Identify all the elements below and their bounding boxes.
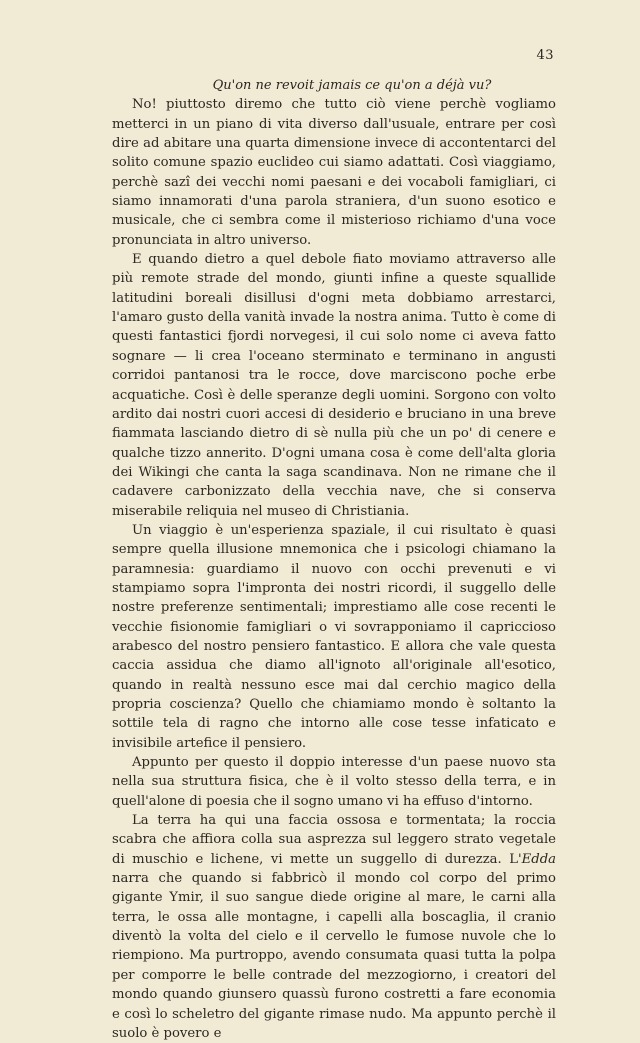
edda-text-end: narra che quando si fabbricò il mondo col corpo del primo gigante Ymir, il suo sangue diede origine al mare, le carni alla terra, le ossa alle montagne, i capelli alla boscaglia, il cranio diventò la volta del cielo e il cervello le fumose nuvole che lo riempiono. Ma purtroppo, avendo consumata quasi tutta la polpa per comporre le belle contrade del mezzogiorno, i creatori del mondo quando giunsero quassù furono costretti a fare economia e così lo scheletro del gigante rimase nudo. Ma appunto perchè il suolo è povero e bbox=[112, 871, 556, 1041]
section-heading: Qu'on ne revoit jamais ce qu'on a déjà vu? bbox=[212, 78, 492, 93]
page-body bbox=[112, 76, 556, 1043]
paragraph: Appunto per questo il doppio interesse d'un paese nuovo sta nella sua struttura fisica, che è il volto stesso della terra, e in quell'alone di poesia che il sogno umano vi ha effuso d'intorno. bbox=[112, 755, 556, 809]
page-number: 43 bbox=[536, 48, 554, 63]
edda-text-start: La terra ha qui una faccia ossosa e tormentata; la roccia scabra che affiora colla sua asprezza sul leggero strato vegetale di muschio e lichene, vi mette un suggello di durezza. bbox=[112, 813, 556, 867]
paragraph: Un viaggio è un'esperienza spaziale, il cui risultato è quasi sempre quella illusione mnemonica che i psicologi chiamano la paramnesia: guardiamo il nuovo con occhi prevenuti e vi stampiamo sopra l'impronta dei nostri ricordi, il suggello delle nostre preferenze sentimentali; imprestiamo alle cose recenti le vecchie fisionomie famigliari o vi sovrapponiamo il capriccioso arabesco del nostro pensiero fantastico. E allora che vale questa caccia assidua che diamo all'ignoto all'originale all'esotico, quando in realtà nessuno esce mai dal cerchio magico della propria coscienza? Quello che chiamiamo mondo è soltanto la sottile tela di ragno che intorno alle cose tesse infaticato e invisibile artefice il pensiero. bbox=[112, 522, 556, 751]
edda-title: Edda bbox=[521, 851, 556, 867]
paragraph: No! piuttosto diremo che tutto ciò viene perchè vogliamo metterci in un piano di vita diverso dall'usuale, entrare per così dire ad abitare una quarta dimensione invece di accontentarci del solito comune spazio euclideo cui siamo adattati. Così viaggiamo, perchè sazî dei vecchi nomi paesani e dei vocaboli famigliari, ci siamo innamorati d'una parola straniera, d'un suono esotico e musicale, che ci sembra come il misterioso richiamo d'una voce pronunciata in altro universo. bbox=[112, 97, 556, 248]
paragraph-edda bbox=[112, 811, 556, 1043]
paragraph: E quando dietro a quel debole fiato moviamo attraverso alle più remote strade del mondo, giunti infine a queste squallide latitudini boreali disillusi d'ogni meta dobbiamo arrestarci, l'amaro gusto della vanità invade la nostra anima. Tutto è come di questi fantastici fjordi norvegesi, il cui solo nome ci aveva fatto sognare — li crea l'oceano sterminato e terminano in angusti corridoi pantanosi tra le rocce, dove marciscono poche erbe acquatiche. Così è delle speranze degli uomini. Sorgono con volto ardito dai nostri cuori accesi di desiderio e bruciano in una breve fiammata lasciando dietro di sè nulla più che un po' di cenere e qualche tizzo annerito. D'ogni umana cosa è come dell'alta gloria dei Wikingi che canta la saga scandinava. Non ne rimane che il cadavere carbonizzato della vecchia nave, che si conserva miserabile reliquia nel museo di Christiania. bbox=[112, 252, 556, 519]
edda-article: L' bbox=[509, 851, 522, 867]
